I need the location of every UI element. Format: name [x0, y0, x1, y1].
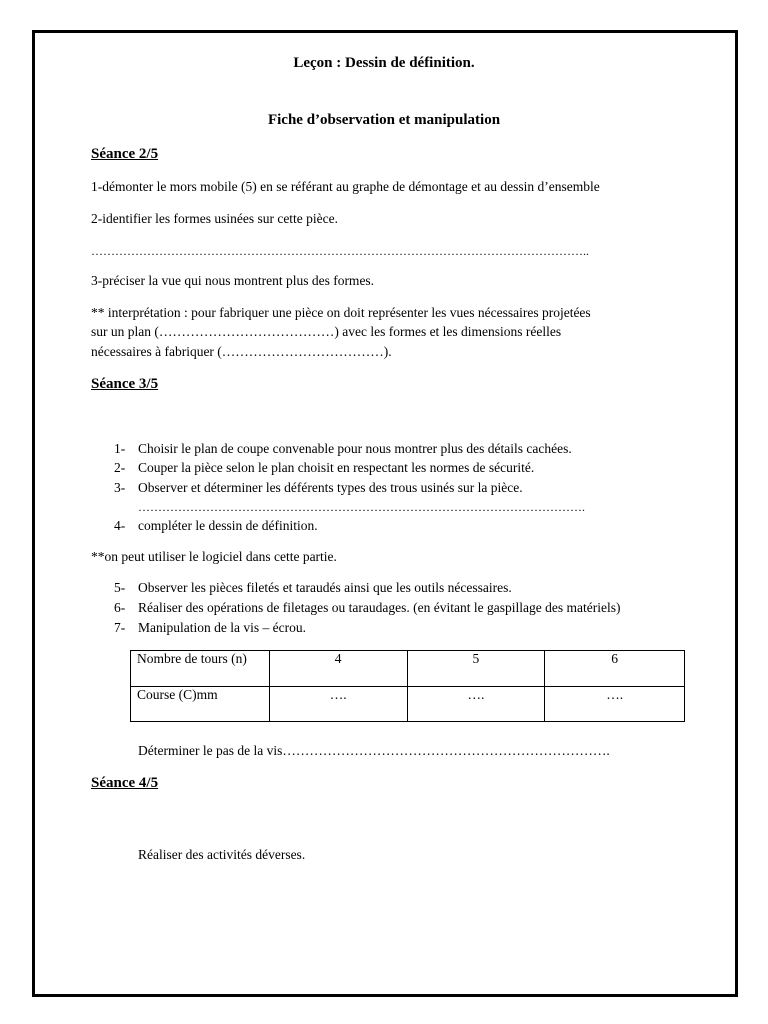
answer-dots: ………………………………………………………………………………………………….	[138, 500, 585, 514]
seance-2-line-3: 3-préciser la vue qui nous montrent plus des formes.	[91, 273, 375, 288]
list-item-number: 7-	[114, 620, 126, 635]
answer-dots: ……………………………………………………………………………………………………………..	[91, 244, 589, 258]
list-item-number: 5-	[114, 580, 126, 595]
table-cell-label: Nombre de tours (n)	[131, 651, 270, 687]
list-item: Réaliser des opérations de filetages ou taraudages. (en évitant le gaspillage des matériels)	[138, 600, 621, 615]
list-item-number: 3-	[114, 480, 126, 495]
seance-2-line-1: 1-démonter le mors mobile (5) en se référant au graphe de démontage et au dessin d’ensemble	[91, 179, 600, 194]
list-item-number: 2-	[114, 460, 126, 475]
list-item: Manipulation de la vis – écrou.	[138, 620, 306, 635]
list-item: Observer les pièces filetés et taraudés ainsi que les outils nécessaires.	[138, 580, 512, 595]
table-cell: ….	[407, 686, 545, 722]
seance-2-heading: Séance 2/5	[91, 146, 159, 162]
screw-pitch-line: Déterminer le pas de la vis……………………………………………………………….	[138, 743, 610, 758]
list-item: Choisir le plan de coupe convenable pour nous montrer plus des détails cachées.	[138, 441, 572, 456]
interpretation-line-1: ** interprétation : pour fabriquer une pièce on doit représenter les vues nécessaires projetées	[91, 305, 591, 320]
seance-4-text: Réaliser des activités déverses.	[138, 847, 306, 862]
seance-4-heading: Séance 4/5	[91, 775, 159, 791]
software-note: **on peut utiliser le logiciel dans cette partie.	[91, 549, 337, 564]
list-item-number: 1-	[114, 441, 126, 456]
interpretation-line-2: sur un plan (…………………………………) avec les formes et les dimensions réelles	[91, 324, 562, 339]
lesson-title: Leçon : Dessin de définition.	[293, 55, 475, 71]
list-item: compléter le dessin de définition.	[138, 518, 318, 533]
list-item-number: 6-	[114, 600, 126, 615]
table-cell: 5	[407, 651, 545, 687]
seance-2-line-2: 2-identifier les formes usinées sur cette pièce.	[91, 211, 339, 226]
list-item: Couper la pièce selon le plan choisit en respectant les normes de sécurité.	[138, 460, 535, 475]
table-cell: 6	[545, 651, 685, 687]
seance-3-heading: Séance 3/5	[91, 376, 159, 392]
table-cell: ….	[545, 686, 685, 722]
table-cell-label: Course (C)mm	[131, 686, 270, 722]
screw-nut-table	[130, 650, 685, 722]
list-item: Observer et déterminer les déférents types des trous usinés sur la pièce.	[138, 480, 523, 495]
interpretation-line-3: nécessaires à fabriquer (………………………………).	[91, 344, 392, 359]
table-row	[131, 651, 685, 687]
table-cell: ….	[269, 686, 407, 722]
table-cell: 4	[269, 651, 407, 687]
sheet-subtitle: Fiche d’observation et manipulation	[267, 112, 501, 128]
table-row	[131, 686, 685, 722]
list-item-number: 4-	[114, 518, 126, 533]
